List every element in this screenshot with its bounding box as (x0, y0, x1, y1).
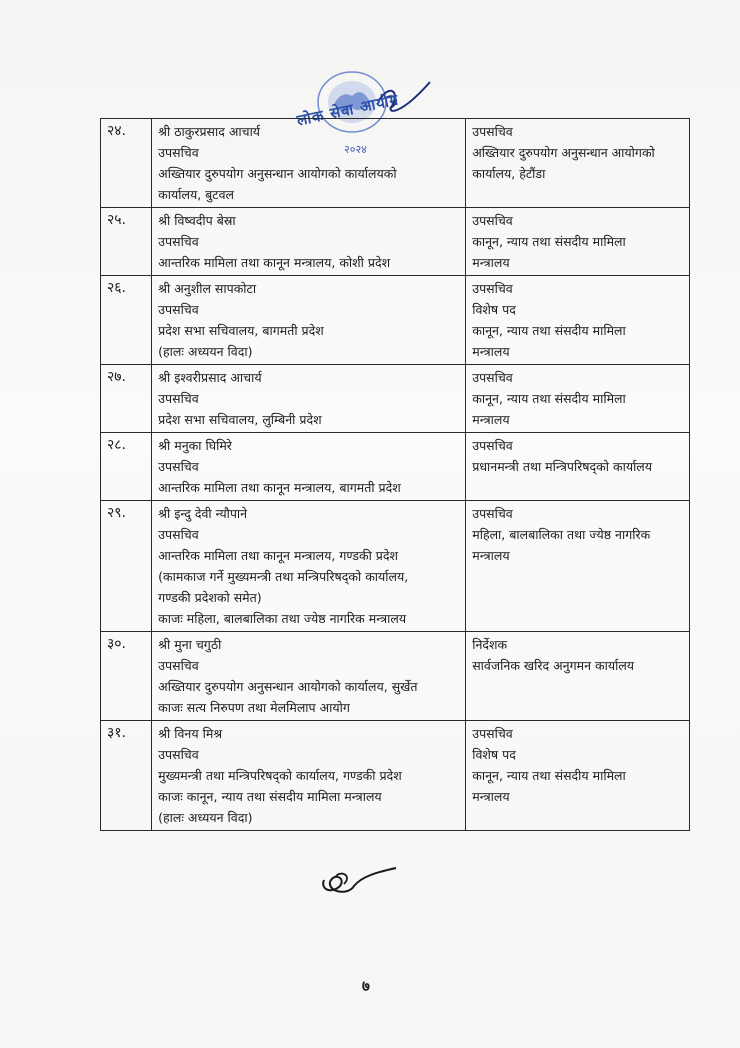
new-post-cell (466, 721, 690, 831)
person-name: श्री विनय मिश्र (158, 726, 223, 741)
table-row (101, 721, 690, 831)
person-detail: अख्तियार दुरुपयोग अनुसन्धान आयोगको कार्यालय, सुर्खेत (158, 679, 418, 694)
person-detail: (कामकाज गर्ने मुख्यमन्त्री तथा मन्त्रिपरिषद्को कार्यालय, (158, 569, 409, 584)
person-detail: काजः सत्य निरुपण तथा मेलमिलाप आयोग (158, 700, 350, 715)
person-name: श्री विष्वदीप बेस्रा (158, 213, 236, 228)
signature-icon (318, 862, 398, 902)
new-post-line: मन्त्रालय (472, 255, 510, 270)
new-post-cell (466, 276, 690, 365)
person-detail: उपसचिव (158, 459, 199, 474)
person-cell (152, 433, 466, 501)
person-detail: काजः महिला, बालबालिका तथा ज्येष्ठ नागरिक मन्त्रालय (158, 611, 407, 626)
table-row (101, 276, 690, 365)
new-post-line: उपसचिव (472, 438, 513, 453)
row-number: २९. (101, 501, 152, 632)
new-post-line: उपसचिव (472, 281, 513, 296)
new-post-line: अख्तियार दुरुपयोग अनुसन्धान आयोगको (472, 145, 655, 160)
person-detail: उपसचिव (158, 391, 199, 406)
person-detail: (हालः अध्ययन विदा) (158, 810, 253, 825)
table-row (101, 208, 690, 276)
page-corner-shadow (14, 40, 74, 90)
person-detail: (हालः अध्ययन विदा) (158, 344, 253, 359)
new-post-line: कानून, न्याय तथा संसदीय मामिला (472, 391, 626, 406)
new-post-line: मन्त्रालय (472, 412, 510, 427)
person-cell (152, 119, 466, 208)
new-post-cell (466, 208, 690, 276)
table-body (101, 119, 690, 831)
new-post-line: कानून, न्याय तथा संसदीय मामिला (472, 768, 626, 783)
new-post-cell (466, 433, 690, 501)
person-name: श्री इन्दु देवी न्यौपाने (158, 506, 248, 521)
row-number: २८. (101, 433, 152, 501)
person-detail: प्रदेश सभा सचिवालय, बागमती प्रदेश (158, 323, 324, 338)
new-post-cell (466, 632, 690, 721)
person-detail: गण्डकी प्रदेशको समेत) (158, 590, 262, 605)
new-post-line: कार्यालय, हेटौंडा (472, 166, 546, 181)
person-cell (152, 721, 466, 831)
new-post-cell (466, 119, 690, 208)
person-detail: अख्तियार दुरुपयोग अनुसन्धान आयोगको कार्यालयको (158, 166, 397, 181)
person-detail: उपसचिव (158, 747, 199, 762)
new-post-line: विशेष पद (472, 302, 516, 317)
table-row (101, 433, 690, 501)
person-detail: आन्तरिक मामिला तथा कानून मन्त्रालय, गण्डकी प्रदेश (158, 548, 399, 563)
person-detail: उपसचिव (158, 145, 199, 160)
person-cell (152, 276, 466, 365)
row-number: २६. (101, 276, 152, 365)
person-detail: उपसचिव (158, 658, 199, 673)
new-post-line: कानून, न्याय तथा संसदीय मामिला (472, 234, 626, 249)
person-detail: मुख्यमन्त्री तथा मन्त्रिपरिषद्को कार्यालय, गण्डकी प्रदेश (158, 768, 402, 783)
new-post-line: मन्त्रालय (472, 548, 510, 563)
new-post-line: सार्वजनिक खरिद अनुगमन कार्यालय (472, 658, 635, 673)
table-row (101, 501, 690, 632)
person-cell (152, 632, 466, 721)
person-detail: कार्यालय, बुटवल (158, 187, 235, 202)
table-row (101, 365, 690, 433)
person-name: श्री मनुका घिमिरे (158, 438, 232, 453)
row-number: ३०. (101, 632, 152, 721)
person-name: श्री इश्वरीप्रसाद आचार्य (158, 370, 262, 385)
row-number: २५. (101, 208, 152, 276)
new-post-line: उपसचिव (472, 726, 513, 741)
person-cell (152, 501, 466, 632)
new-post-cell (466, 365, 690, 433)
row-number: २४. (101, 119, 152, 208)
person-detail: आन्तरिक मामिला तथा कानून मन्त्रालय, कोशी प्रदेश (158, 255, 391, 270)
person-name: श्री ठाकुरप्रसाद आचार्य (158, 124, 261, 139)
new-post-line: मन्त्रालय (472, 789, 510, 804)
new-post-line: प्रधानमन्त्री तथा मन्त्रिपरिषद्को कार्यालय (472, 459, 653, 474)
page-number: ७ (362, 977, 370, 995)
person-cell (152, 365, 466, 433)
row-number: ३१. (101, 721, 152, 831)
person-name: श्री मुना चगुठी (158, 637, 222, 652)
new-post-cell (466, 501, 690, 632)
row-number: २७. (101, 365, 152, 433)
new-post-line: उपसचिव (472, 506, 513, 521)
person-cell (152, 208, 466, 276)
person-detail: उपसचिव (158, 302, 199, 317)
new-post-line: मन्त्रालय (472, 344, 510, 359)
table-row (101, 632, 690, 721)
seal-text: लोक सेवा आयोग (295, 90, 401, 130)
signature (318, 862, 398, 902)
person-detail: प्रदेश सभा सचिवालय, लुम्बिनी प्रदेश (158, 412, 322, 427)
new-post-line: उपसचिव (472, 213, 513, 228)
new-post-line: निर्देशक (472, 637, 508, 652)
new-post-line: उपसचिव (472, 370, 513, 385)
transfer-table (100, 118, 690, 831)
person-detail: आन्तरिक मामिला तथा कानून मन्त्रालय, बागमती प्रदेश (158, 480, 401, 495)
person-detail: काजः कानून, न्याय तथा संसदीय मामिला मन्त्रालय (158, 789, 382, 804)
new-post-line: कानून, न्याय तथा संसदीय मामिला (472, 323, 626, 338)
seal-year: २०२४ (344, 143, 367, 156)
person-detail: उपसचिव (158, 234, 199, 249)
new-post-line: महिला, बालबालिका तथा ज्येष्ठ नागरिक (472, 527, 651, 542)
person-name: श्री अनुशील सापकोटा (158, 281, 257, 296)
person-detail: उपसचिव (158, 527, 199, 542)
table-row (101, 119, 690, 208)
new-post-line: विशेष पद (472, 747, 516, 762)
new-post-line: उपसचिव (472, 124, 513, 139)
